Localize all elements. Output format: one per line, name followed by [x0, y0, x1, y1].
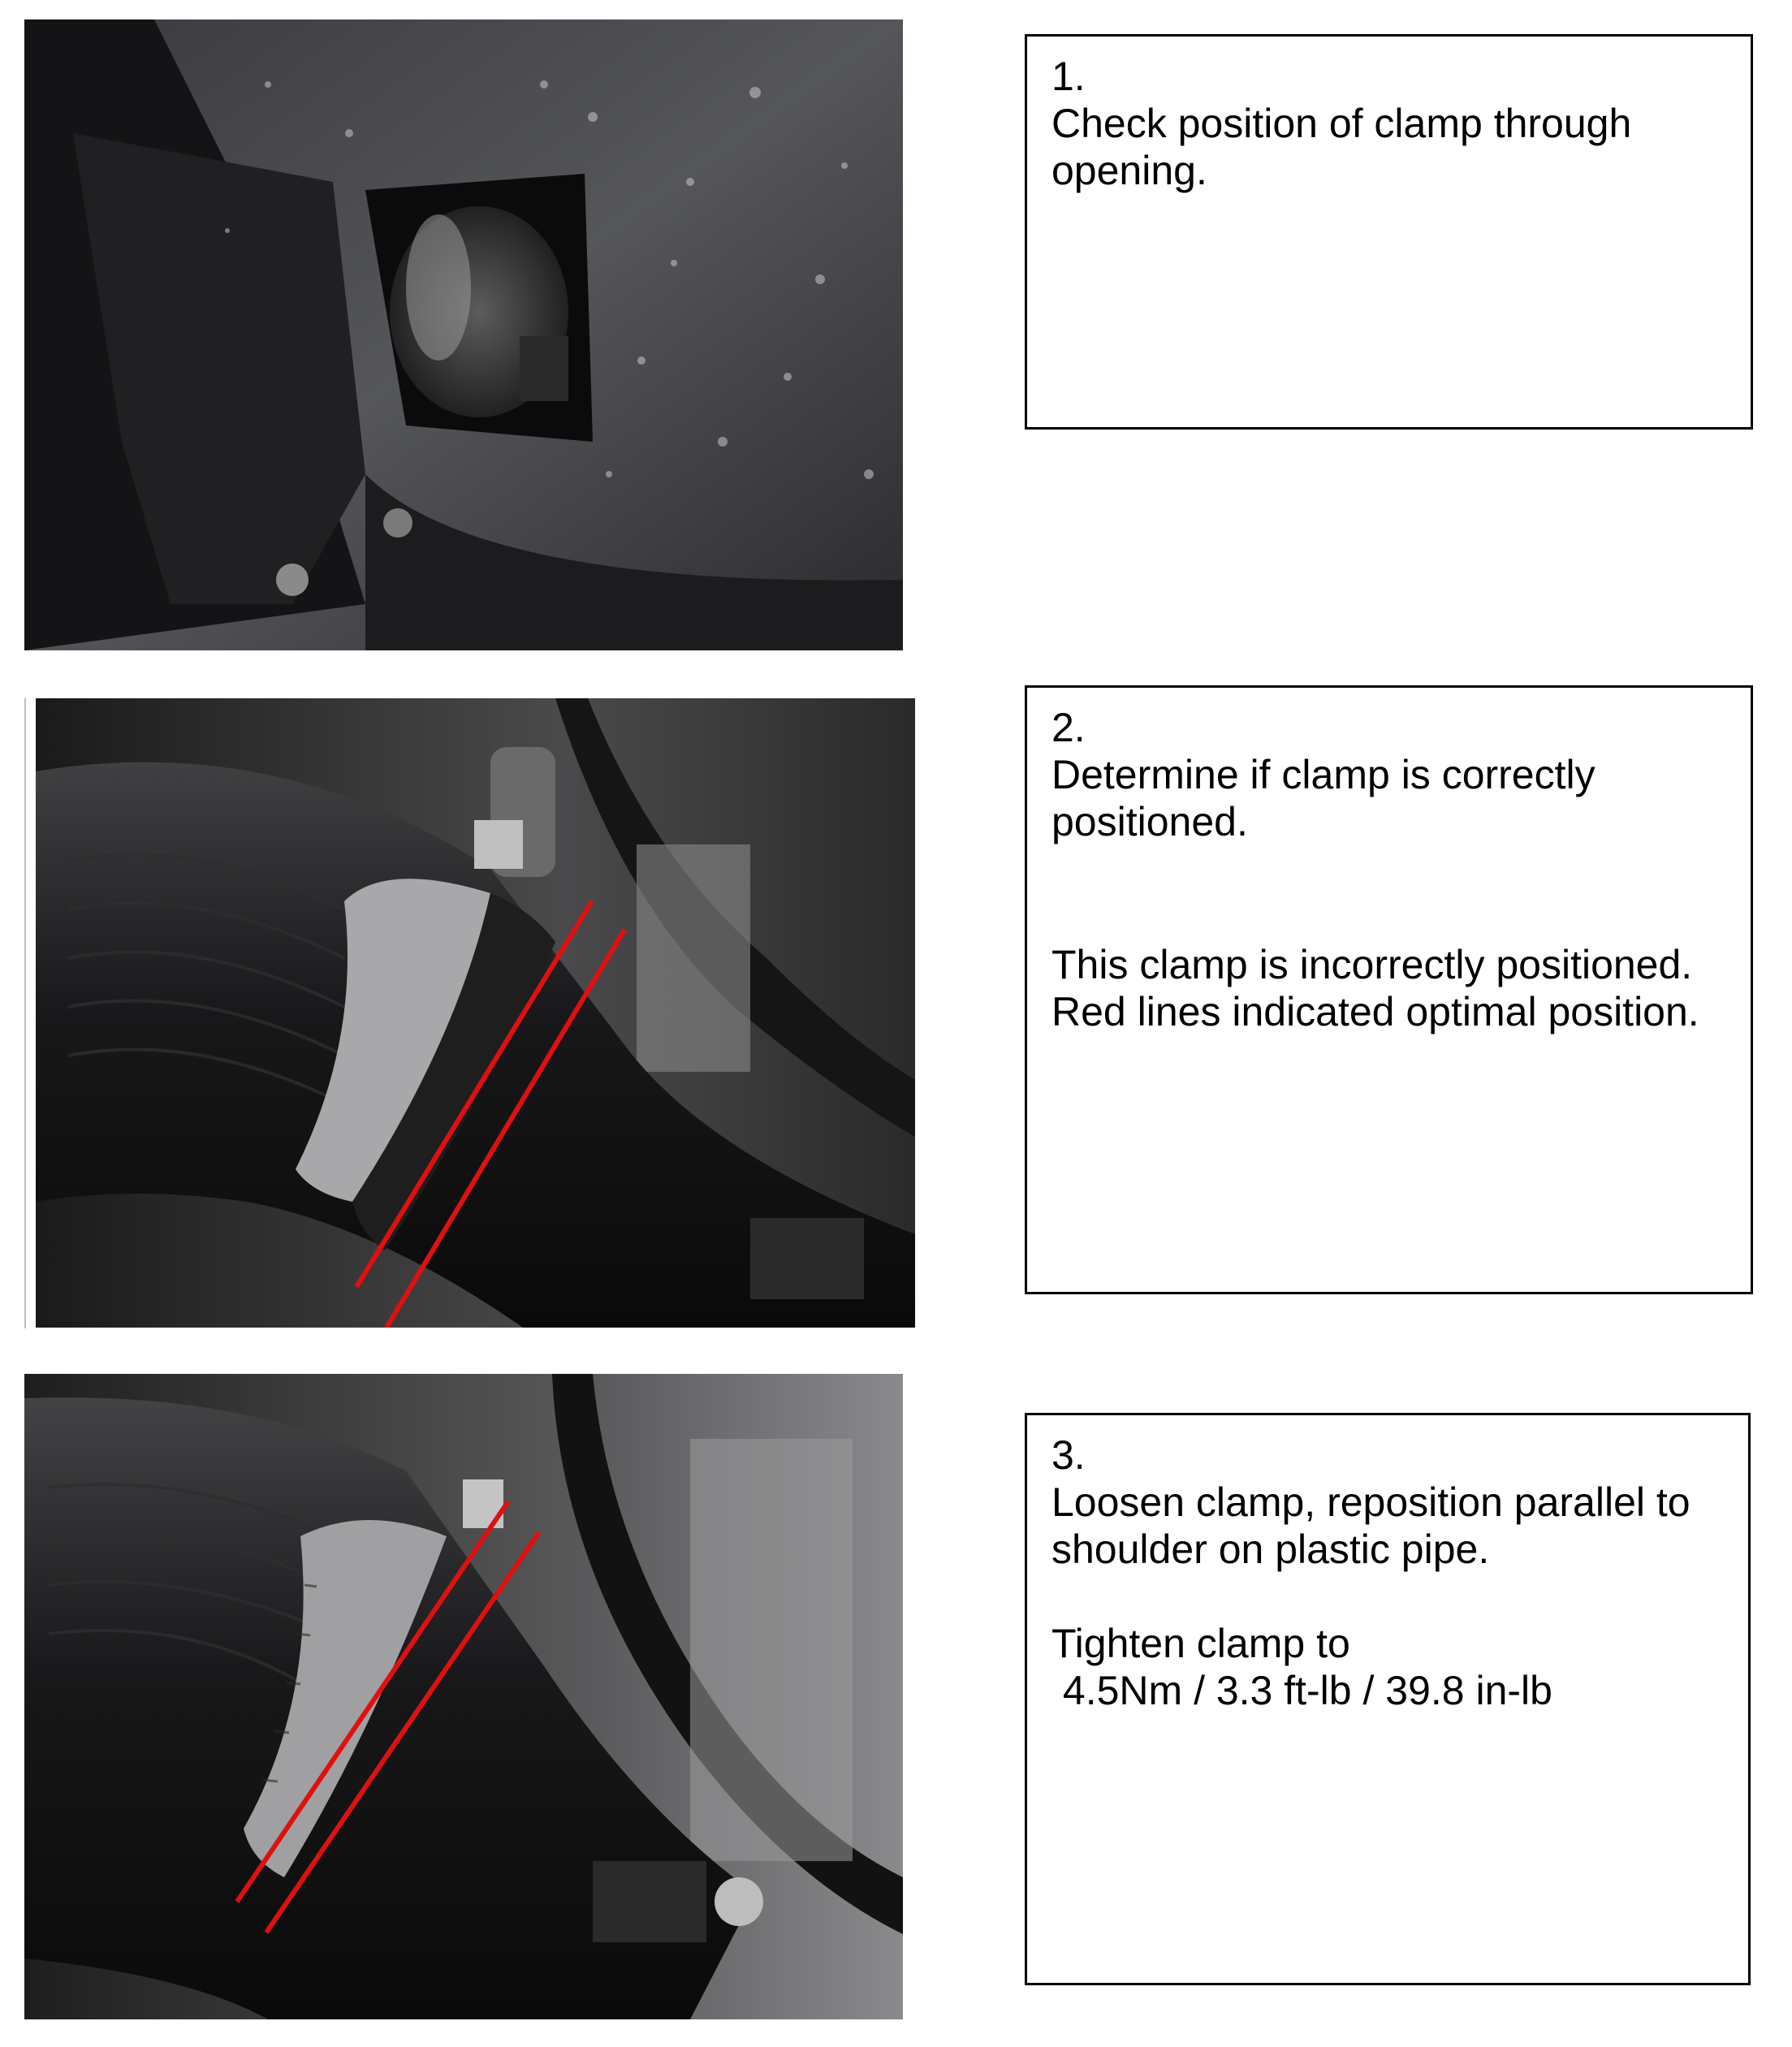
step-1-note	[1025, 34, 1753, 430]
step-2-photo	[36, 698, 915, 1328]
step-2-extra: This clamp is incorrectly positioned. Red lines indicated optimal position.	[1051, 942, 1699, 1034]
step-3-number: 3.	[1051, 1432, 1086, 1478]
step-1-photo	[24, 19, 903, 650]
step-3-photo	[24, 1374, 903, 2019]
step-2-number: 2.	[1051, 705, 1086, 750]
step-2-note	[1025, 685, 1753, 1294]
step-1-number: 1.	[1051, 54, 1086, 99]
step-3-text: Loosen clamp, reposition parallel to shoulder on plastic pipe.	[1051, 1479, 1702, 1572]
hose-clamp-incorrect-photo	[36, 698, 915, 1328]
step-2-text: Determine if clamp is correctly positioned.	[1051, 752, 1607, 844]
step-3-note	[1025, 1413, 1751, 1985]
hose-clamp-corrected-photo	[24, 1374, 903, 2019]
step-1-text: Check position of clamp through opening.	[1051, 101, 1643, 193]
step-3-extra: Tighten clamp to 4.5Nm / 3.3 ft-lb / 39.8 in-lb	[1051, 1621, 1552, 1713]
engine-underbody-opening-photo	[24, 19, 903, 650]
step-2-photo-edge	[24, 698, 26, 1328]
